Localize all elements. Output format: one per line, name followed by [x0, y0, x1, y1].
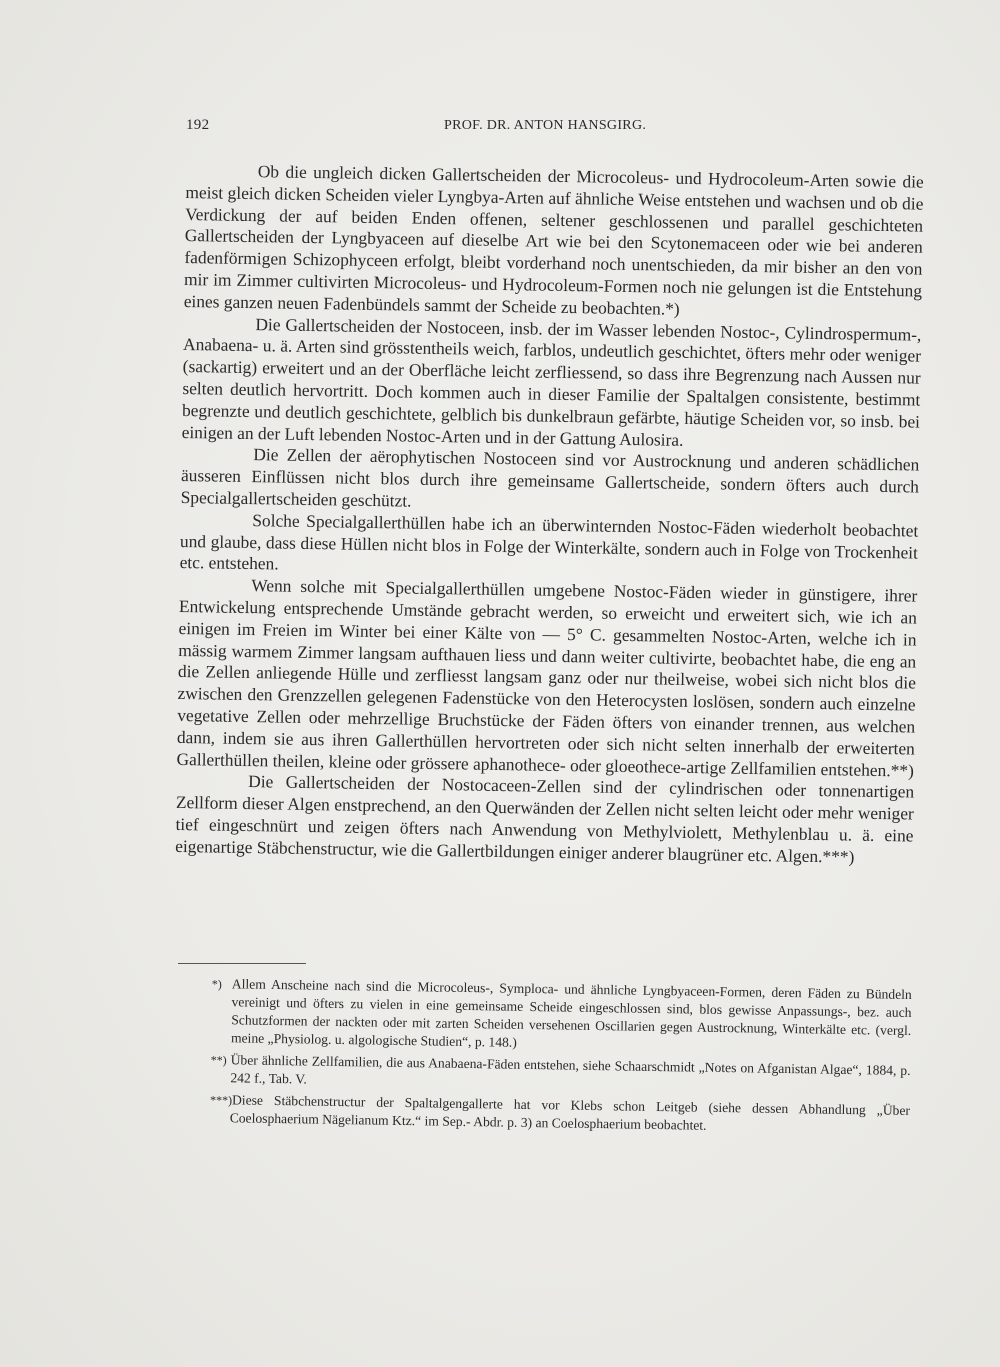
- page-header: [186, 117, 926, 139]
- footnote: [210, 1051, 910, 1098]
- footnote-text: Diese Stäbchenstructur der Spaltalgengallerte hat vor Klebs schon Leitgeb (siehe dessen Abhandlung „Über Coelosphaerium Nägelianum Ktz.“ im Sep.- Abdr. p. 3) an Coelosphaerium beobachtet.: [229, 1092, 911, 1133]
- footnote-text: Allem Anscheine nach sind die Microcoleus-, Symploca- und ähnliche Lyngbyaceen-Formen, deren Fäden zu Bündeln vereinigt und öfters zu vielen in eine gemeinsame Scheide eingeschlossen sind, blos gewisse Anpassungs-, bez. auch Schutzformen der nackten oder mit zarten Scheiden versehenen Oscillarien gegen Austrocknung, Winterkälte etc. (vergl. meine „Physiolog. u. algologische Studien“, p. 148.): [230, 976, 912, 1050]
- footnote-mark: ***): [209, 1092, 233, 1108]
- paragraph: Die Zellen der aërophytischen Nostoceen sind vor Austrocknung und anderen schädlichen äusseren Einflüssen nicht blos durch ihre gemeinsame Gallertscheide, sondern öfters auch durch Specialgallertscheiden geschützt.: [180, 444, 920, 511]
- paragraph: Wenn solche mit Specialgallerthüllen umgebene Nostoc-Fäden wieder in günstigere, ihrer Entwickelung entsprechende Umstände gebracht werden, so erweicht und erweitert sich, wie ich an einigen im Freien im Winter bei einer Kälte von — 5° C. gesammelten Nostoc-Arten, welche ich in mässig warmem Zimmer langsam aufthauen liess und dann weiter cultivirte, beobachtet habe, die eng an die Zellen anliegende Hülle und zerfliesst langsam ganz oder nur theilweise, wobei sich nicht blos die zwischen den Grenzzellen gelegenen Fadenstücke von den Heterocysten loslösen, sondern auch einzelne vegetative Zellen oder mehrzellige Bruchstücke der Fäden öfters von einander trennen, aus welchen dann, indem sie aus ihren Gallerthüllen hervortreten oder sich nicht selten innerhalb der erweiterten Gallerthüllen theilen, kleine oder grössere aphanothece- oder gloeothece-artige Zellfamilien entstehen.**): [176, 575, 918, 781]
- footnotes: [210, 975, 912, 1142]
- paragraph: Solche Specialgallerthüllen habe ich an überwinternden Nostoc-Fäden wiederholt beobachtet und glaube, dass diese Hüllen nicht blos in Folge der Winterkälte, sondern auch in Folge von Trockenheit etc. entstehen.: [179, 509, 919, 574]
- paragraph: Ob die ungleich dicken Gallertscheiden der Microcoleus- und Hydrocoleum-Arten sowie die meist gleich dicken Scheiden vieler Lyngbya-Arten auf ähnliche Weise entstehen und wachsen und ob die Verdickung der auf beiden Enden offenen, seltener geschlossenen und parallel geschichteten Gallertscheiden der Lyngbyaceen auf dieselbe Art wie bei den Scytonemaceen oder wie bei anderen fadenförmigen Schizophyceen erfolgt, bleibt vorderhand noch unentschieden, da mir bisher an den von mir im Zimmer cultivirten Microcoleus- und Hydrocoleum-Formen noch nie gelungen ist die Entstehung eines ganzen neuen Fadenbündels sammt der Scheide zu beobachten.*): [183, 161, 924, 319]
- page-number: 192: [186, 117, 210, 133]
- footnote-text: Über ähnliche Zellfamilien, die aus Anabaena-Fäden entstehen, siehe Schaarschmidt „Notes on Afganistan Algae“, 1884, p. 242 f., Tab. V.: [230, 1052, 911, 1087]
- footnote: [210, 1091, 910, 1138]
- paragraph: Die Gallertscheiden der Nostocaceen-Zellen sind der cylindrischen oder tonnenartigen Zellform dieser Algen enstprechend, an den Querwänden der Zellen nicht selten leicht oder mehr weniger tief eingeschnürt und zeigen öfters nach Anwendung von Methylviolett, Methylenblau u. ä. eine eigenartige Stäbchenstructur, wie die Gallertbildungen einiger anderer blaugrüner etc. Algen.***): [175, 771, 915, 867]
- main-text: [175, 160, 924, 869]
- footnote-divider: [178, 963, 306, 964]
- footnote-mark: *): [211, 976, 222, 992]
- footnote: [211, 975, 912, 1058]
- footnote-mark: **): [210, 1052, 227, 1068]
- running-head: PROF. DR. ANTON HANSGIRG.: [444, 118, 647, 133]
- paragraph: Die Gallertscheiden der Nostoceen, insb. der im Wasser lebenden Nostoc-, Cylindrospermum-, Anabaena- u. ä. Arten sind grösstentheils weich, farblos, undeutlich geschichtet, öfters mehr oder weniger (sackartig) erweitert und an der Oberfläche leicht zerfliessend, so dass ihre Begrenzung nach Aussen nur selten deutlich hervortritt. Doch kommen auch in dieser Familie der Spaltalgen consistente, bestimmt begrenzte und deutlich geschichtete, gelblich bis dunkelbraun gefärbte, häutige Scheiden vor, so insb. bei einigen an der Luft lebenden Nostoc-Arten und in der Gattung Aulosira.: [181, 313, 922, 450]
